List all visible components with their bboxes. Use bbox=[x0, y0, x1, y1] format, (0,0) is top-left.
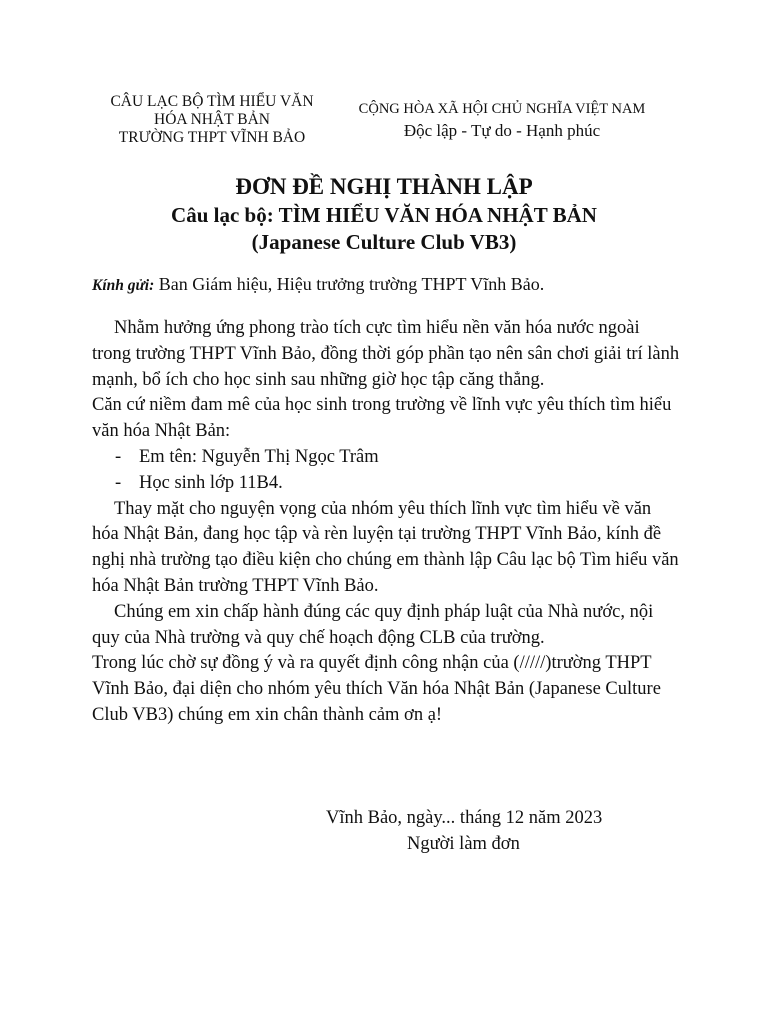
list-item bbox=[92, 471, 682, 497]
signer-label: Người làm đơn bbox=[407, 834, 520, 854]
document-title: ĐƠN ĐỀ NGHỊ THÀNH LẬP bbox=[235, 174, 533, 199]
organization-line-3: TRƯỜNG THPT VĨNH BẢO bbox=[118, 129, 306, 146]
nation-name: CỘNG HÒA XÃ HỘI CHỦ NGHĨA VIỆT NAM bbox=[358, 101, 646, 117]
applicant-class: Học sinh lớp 11B4. bbox=[139, 472, 283, 493]
applicant-name: Em tên: Nguyễn Thị Ngọc Trâm bbox=[139, 446, 379, 467]
place-date: Vĩnh Bảo, ngày... tháng 12 năm 2023 bbox=[326, 808, 603, 828]
paragraph-commitment: Chúng em xin chấp hành đúng các quy định pháp luật của Nhà nước, nội quy của Nhà trường và quy chế hoạch động CLB của trường. bbox=[92, 601, 654, 648]
recipient-label: Kính gửi: bbox=[92, 277, 155, 294]
paragraph-basis: Căn cứ niềm đam mê của học sinh trong trường về lĩnh vực yêu thích tìm hiểu văn hóa Nhật Bản: bbox=[92, 395, 672, 442]
organization-line-2: HÓA NHẬT BẢN bbox=[154, 111, 270, 128]
recipient-text: Ban Giám hiệu, Hiệu trưởng trường THPT Vĩnh Bảo. bbox=[158, 274, 545, 294]
paragraph-closing: Trong lúc chờ sự đồng ý và ra quyết định công nhận của (/////)trường THPT Vĩnh Bảo, đại diện cho nhóm yêu thích Văn hóa Nhật Bản (Japanese Culture Club VB3) chúng em xin chân thành cảm ơn ạ! bbox=[92, 653, 661, 725]
paragraph-purpose: Nhằm hưởng ứng phong trào tích cực tìm hiểu nền văn hóa nước ngoài trong trường THPT Vĩnh Bảo, đồng thời góp phần tạo nên sân chơi giải trí lành mạnh, bổ ích cho học sinh sau những giờ học tập căng thẳng. bbox=[92, 318, 680, 390]
list-dash: - bbox=[115, 472, 122, 493]
document-body bbox=[92, 316, 682, 729]
national-header bbox=[344, 100, 660, 142]
club-name: Câu lạc bộ: TÌM HIỂU VĂN HÓA NHẬT BẢN bbox=[171, 203, 597, 227]
document-title-block bbox=[0, 172, 768, 256]
organization-header bbox=[82, 93, 342, 147]
applicant-list bbox=[92, 445, 682, 497]
national-motto: Độc lập - Tự do - Hạnh phúc bbox=[403, 121, 601, 140]
list-dash: - bbox=[115, 446, 122, 467]
list-item bbox=[92, 445, 682, 471]
recipient-line bbox=[92, 272, 692, 298]
club-english-name: (Japanese Culture Club VB3) bbox=[251, 230, 517, 254]
paragraph-request: Thay mặt cho nguyện vọng của nhóm yêu thích lĩnh vực tìm hiểu về văn hóa Nhật Bản, đang học tập và rèn luyện tại trường THPT Vĩnh Bảo, kính đề nghị nhà trường tạo điều kiện cho chúng em thành lập Câu lạc bộ Tìm hiểu văn hóa Nhật Bản trường THPT Vĩnh Bảo. bbox=[92, 498, 679, 596]
organization-line-1: CÂU LẠC BỘ TÌM HIỂU VĂN bbox=[110, 93, 314, 110]
